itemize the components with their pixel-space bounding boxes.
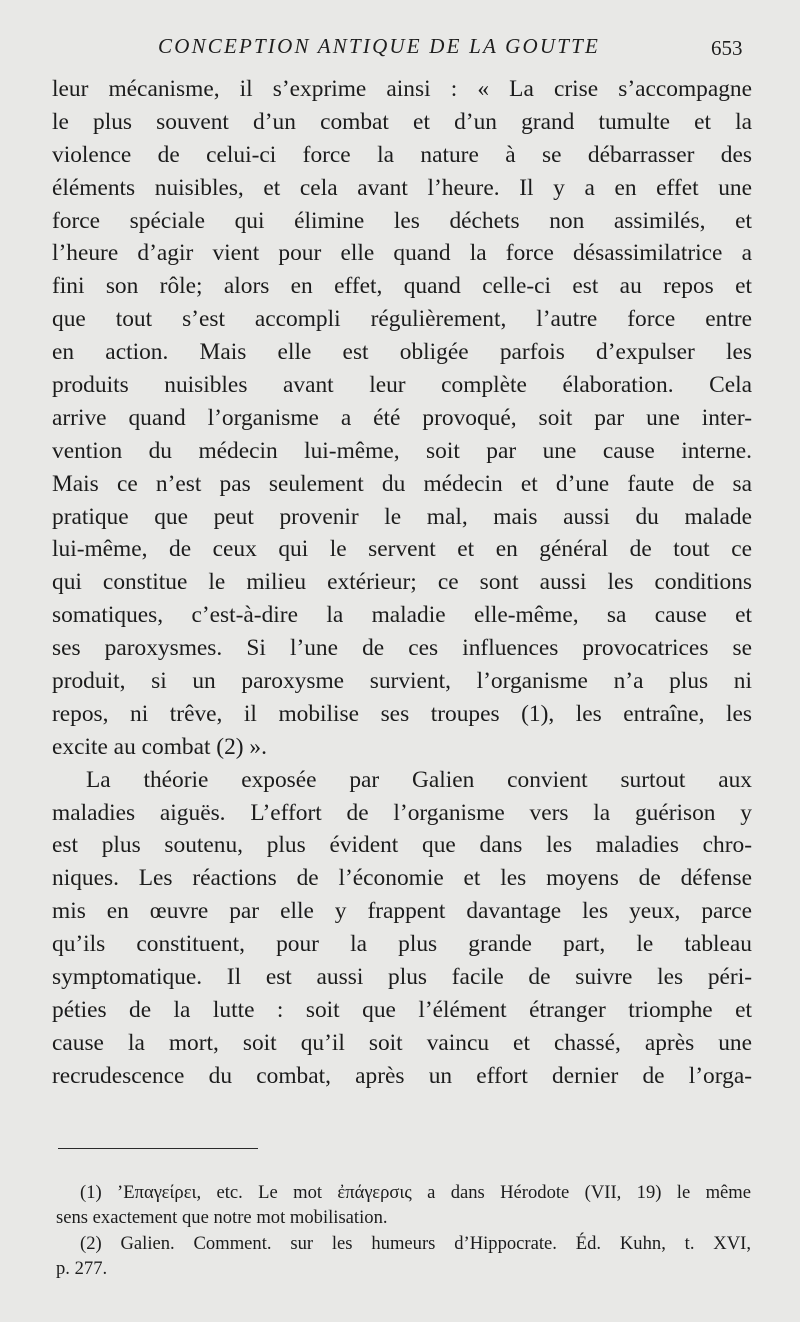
text-line: excite au combat (2) ». (52, 733, 267, 760)
text-line: éléments nuisibles, et cela avant l’heure. Il y a en effet une (52, 174, 752, 201)
running-title: CONCEPTION ANTIQUE DE LA GOUTTE (158, 34, 600, 58)
text-line: produits nuisibles avant leur complète élaboration. Cela (52, 372, 752, 399)
text-line: force spéciale qui élimine les déchets non assimilés, et (52, 207, 752, 234)
text-line: repos, ni trêve, il mobilise ses troupes (1), les entraîne, les (52, 700, 752, 727)
footnote-2 (56, 1231, 751, 1281)
text-line: violence de celui-ci force la nature à se débarrasser des (52, 141, 752, 168)
text-line: l’heure d’agir vient pour elle quand la force désassimilatrice a (52, 240, 752, 267)
text-line: qui constitue le milieu extérieur; ce sont aussi les conditions (52, 569, 752, 596)
text-line: péties de la lutte : soit que l’élément étranger triomphe et (52, 996, 752, 1023)
text-line: cause la mort, soit qu’il soit vaincu et chassé, après une (52, 1029, 752, 1056)
footnotes (56, 1180, 751, 1282)
text-line: vention du médecin lui-même, soit par une cause interne. (52, 437, 752, 464)
text-line: produit, si un paroxysme survient, l’organisme n’a plus ni (52, 668, 752, 695)
text-line: est plus soutenu, plus évident que dans les maladies chro- (52, 832, 752, 859)
page-header (0, 34, 800, 64)
footnote-line: (2) Galien. Comment. sur les humeurs d’Hippocrate. Éd. Kuhn, t. XVI, (80, 1233, 751, 1254)
text-line: arrive quand l’organisme a été provoqué, soit par une inter- (52, 404, 752, 431)
text-line: fini son rôle; alors en effet, quand celle-ci est au repos et (52, 273, 752, 300)
text-line: Mais ce n’est pas seulement du médecin et d’une faute de sa (52, 470, 752, 497)
text-line: mis en œuvre par elle y frappent davantage les yeux, parce (52, 898, 752, 925)
text-line: qu’ils constituent, pour la plus grande part, le tableau (52, 931, 752, 958)
body-text (52, 73, 752, 1093)
text-line: somatiques, c’est-à-dire la maladie elle-même, sa cause et (52, 602, 752, 629)
footnote-line: p. 277. (56, 1258, 108, 1279)
text-line: symptomatique. Il est aussi plus facile de suivre les péri- (52, 964, 752, 991)
text-line: lui-même, de ceux qui le servent et en général de tout ce (52, 536, 752, 563)
text-line: niques. Les réactions de l’économie et les moyens de défense (52, 865, 752, 892)
footnote-line: sens exactement que notre mot mobilisation. (56, 1207, 388, 1228)
text-line: que tout s’est accompli régulièrement, l’autre force entre (52, 306, 752, 333)
text-line: recrudescence du combat, après un effort dernier de l’orga- (52, 1062, 752, 1089)
text-line: leur mécanisme, il s’exprime ainsi : « La crise s’accompagne (52, 76, 752, 102)
footnote-line: (1) ’Επαγείρει, etc. Le mot ἐπάγερσις a dans Hérodote (VII, 19) le même (80, 1182, 751, 1203)
text-line: en action. Mais elle est obligée parfois d’expulser les (52, 339, 752, 366)
text-line: La théorie exposée par Galien convient surtout aux (86, 766, 752, 793)
text-line: pratique que peut provenir le mal, mais aussi du malade (52, 503, 752, 530)
footnote-1 (56, 1180, 751, 1230)
footnote-rule (58, 1148, 258, 1149)
page-number: 653 (711, 36, 743, 60)
text-line: le plus souvent d’un combat et d’un grand tumulte et la (52, 108, 752, 135)
text-line: maladies aiguës. L’effort de l’organisme vers la guérison y (52, 799, 752, 826)
text-line: ses paroxysmes. Si l’une de ces influences provocatrices se (52, 635, 752, 662)
